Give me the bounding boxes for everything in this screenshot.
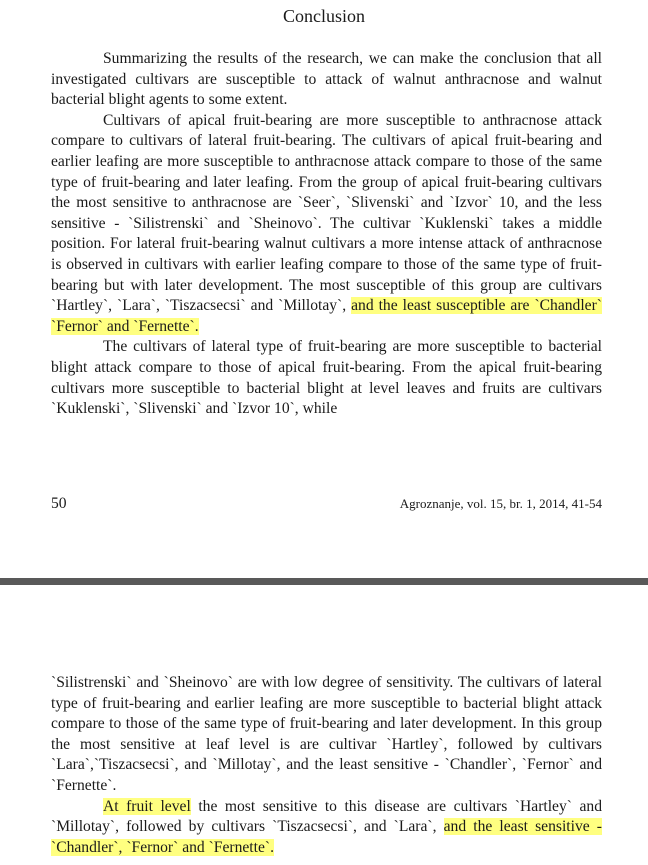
paragraph-summary: Summarizing the results of the research, we can make the conclusion that all investigated cultivars are susceptible to attack of walnut anthracnose and walnut bacterial blight agents to some extent.	[51, 50, 602, 109]
paragraph-low-sensitivity: `Silistrenski` and `Sheinovo` are with low degree of sensitivity. The cultivars of lateral type of fruit-bearing and earlier leafing are more susceptible to bacterial blight attack compare to those of the same type of fruit-bearing and later development. In this group the most sensitive at leaf level is are cultivar `Hartley`, followed by cultivars `Lara`,`Tiszacsecsi`, and `Millotay`, and the least sensitive - `Chandler`, `Fernor` and `Fernette`.	[51, 674, 602, 794]
paragraph-anthracnose-text: Cultivars of apical fruit-bearing are more susceptible to anthracnose attack compare to cultivars of lateral fruit-bearing. The cultivars of apical fruit-bearing and earlier leafing are more susceptible to anthracnose attack compare to those of the same type of fruit-bearing and later leafing. From the group of apical fruit-bearing cultivars the most sensitive to anthracnose are `Seer`, `Slivenski` and `Izvor` 10, and the less sensitive - `Silistrenski` and `Sheinovo`. The cultivar `Kuklenski` takes a middle position. For lateral fruit-bearing walnut cultivars a more intense attack of anthracnose is observed in cultivars with earlier leafing compare to those of the same type of fruit-bearing but with later development. The most susceptible of this group are cultivars `Hartley`, `Lara`, `Tiszacsecsi` and `Millotay`,	[51, 111, 602, 315]
journal-reference: Agroznanje, vol. 15, br. 1, 2014, 41-54	[399, 496, 602, 511]
page2-body	[51, 673, 602, 858]
page1-body	[51, 49, 602, 420]
page-divider	[0, 578, 648, 585]
paragraph-fruit-level-text: the most sensitive to this disease are cultivars `Hartley` and `Millotay`, followed by cultivars `Tiszacsecsi`, and `Lara`,	[51, 797, 603, 836]
paragraph-anthracnose	[51, 111, 602, 338]
paragraph-bacterial-blight: The cultivars of lateral type of fruit-bearing are more susceptible to bacterial blight attack compare to those of apical fruit-bearing. From the apical fruit-bearing cultivars more susceptible to bacterial blight at level leaves and fruits are cultivars `Kuklenski`, `Slivenski` and `Izvor 10`, while	[51, 338, 602, 418]
highlighted-least-susceptible: and the least susceptible are `Chandler` `Fernor` and `Fernette`.	[51, 297, 602, 335]
section-title: Conclusion	[282, 6, 365, 26]
highlighted-fruit-level: At fruit level	[103, 797, 191, 815]
document-page-bottom	[0, 585, 648, 865]
paragraph-fruit-level	[51, 797, 602, 859]
page-number: 50	[51, 495, 67, 512]
highlighted-least-sensitive: and the least sensitive - `Chandler`, `Fernor` and `Fernette`.	[51, 818, 602, 856]
